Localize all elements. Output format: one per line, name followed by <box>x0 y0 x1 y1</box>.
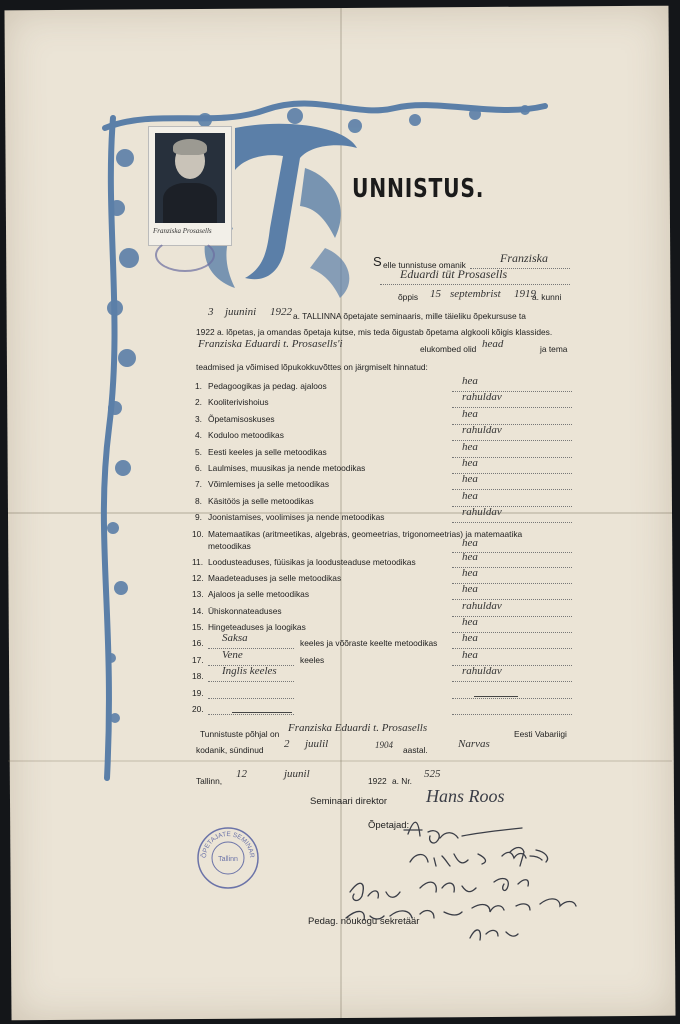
photo-caption: Franziska Prosasells <box>153 227 212 235</box>
seminary-stamp <box>196 826 260 890</box>
born-month: juulil <box>305 738 329 750</box>
subject-row: 2. Kooliterivishoius rahuldav <box>192 394 577 410</box>
subject-row: 14. Ühiskonnateaduses rahuldav <box>192 603 577 619</box>
subject-row: 9. Joonistamises, voolimises ja nende metoodikas rahuldav <box>192 509 577 525</box>
subject-row: 15. Hingeteaduses ja loogikas hea <box>192 619 577 635</box>
intro-text: elle tunnistuse omanik <box>383 260 466 270</box>
subject-grade: hea <box>462 616 478 629</box>
subject-row: 10. Matemaatikas (aritmeetikas, algebras, geomeetrias, trigonomeetrias) ja matemaatika metoodikas hea <box>192 526 577 554</box>
subject-row: 7. Võimlemises ja selle metoodikas hea <box>192 476 577 492</box>
stamp-ring-text: ÕPETAJATE SEMINAR <box>200 830 256 859</box>
subject-grade: hea <box>462 473 478 486</box>
certificate-title: UNNISTUS. <box>352 174 485 204</box>
portrait-photo <box>155 133 225 223</box>
seminary-text: a. TALLINNA õpetajate seminaaris, mille täieliku õpekursuse ta <box>293 311 526 321</box>
subject-grade: hea <box>462 407 478 420</box>
holder-first-name: Franziska <box>500 251 548 265</box>
subject-row: 19. <box>192 685 577 701</box>
director-signature: Hans Roos <box>426 786 505 806</box>
subject-row: 6. Laulmises, muusikas ja nende metoodikas hea <box>192 460 577 476</box>
photo-stamp-fragment <box>155 238 215 272</box>
study-line2: 1922 a. lõpetas, ja omandas õpetaja kutse, mis teda õigustab õpetama algkooli kõigis klassides. <box>196 327 553 337</box>
subject-grade: hea <box>462 566 478 579</box>
subject-grade: hea <box>462 648 478 661</box>
issue-no: 525 <box>424 768 441 780</box>
subject-grade: hea <box>462 489 478 502</box>
issue-year: 1922 <box>368 776 387 786</box>
born-place: Narvas <box>458 738 490 750</box>
study-from-tail: a. kunni <box>532 292 562 302</box>
stamp-center-text: Tallinn <box>218 856 238 863</box>
holder-patronymic-surname: Eduardi tüt Prosasells <box>400 267 508 281</box>
language-name: Vene <box>222 648 243 661</box>
study-to-month: juunini <box>225 306 257 318</box>
subject-row: 1. Pedagoogikas ja pedag. ajaloos hea <box>192 378 577 394</box>
director-label: Seminaari direktor <box>310 796 388 807</box>
intro-capital: S <box>373 254 382 269</box>
basis-name: Franziska Eduardi t. Prosasells <box>288 722 428 734</box>
assessment-intro: teadmised ja võimised lõpukokkuvõttes on järgmiselt hinnatud: <box>196 362 428 372</box>
subject-row: 17. Vene keeles hea <box>192 652 577 668</box>
study-from-day: 15 <box>430 288 441 300</box>
subject-row: 11. Loodusteaduses, füüsikas ja loodusteaduse metoodikas hea <box>192 554 577 570</box>
study-to-year: 1922 <box>270 306 292 318</box>
subject-grade: hea <box>462 583 478 596</box>
born-year: 1904 <box>375 740 393 750</box>
study-from-year: 1919 <box>514 288 536 300</box>
photo-frame <box>148 126 232 246</box>
subject-grade: hea <box>462 375 478 387</box>
teachers-label: Õpetajad: <box>368 820 410 831</box>
subjects-list <box>192 375 577 717</box>
subject-row: 12. Maadeteaduses ja selle metoodikas hea <box>192 570 577 586</box>
born-label: kodanik, sündinud <box>196 745 264 755</box>
subject-row: 5. Eesti keeles ja selle metoodikas hea <box>192 444 577 460</box>
subject-row: 3. Õpetamisoskuses hea <box>192 411 577 427</box>
issue-city: Tallinn, <box>196 776 223 786</box>
subject-row: 8. Käsitöös ja selle metoodikas hea <box>192 493 577 509</box>
subject-grade: hea <box>462 536 478 549</box>
subject-grade: hea <box>462 456 478 469</box>
citizen-label: Eesti Vabariigi <box>514 729 567 739</box>
subject-grade: hea <box>462 632 478 645</box>
conduct-value: head <box>482 338 504 350</box>
secretary-label: Pedag. nõukogu sekretäär <box>308 916 420 927</box>
subject-row: 16. Saksa keeles ja võõraste keelte metoodikas hea <box>192 635 577 651</box>
subject-row: 20. <box>192 701 577 717</box>
study-from-label: õppis <box>398 292 419 302</box>
issue-day: 12 <box>236 768 247 780</box>
subject-grade: rahuldav <box>462 665 502 678</box>
subject-row: 13. Ajaloos ja selle metoodikas hea <box>192 586 577 602</box>
study-to-day: 3 <box>208 306 214 318</box>
born-year-label: aastal. <box>403 745 428 755</box>
issue-no-label: a. Nr. <box>392 776 413 786</box>
subject-grade: hea <box>462 550 478 563</box>
born-day: 2 <box>284 738 290 750</box>
study-from-month: septembrist <box>450 288 501 300</box>
subject-grade: rahuldav <box>462 506 502 519</box>
issue-month: juunil <box>284 768 310 780</box>
conduct-tail: ja tema <box>540 344 568 354</box>
basis-label: Tunnistuste põhjal on <box>200 729 280 739</box>
language-name: Inglis keeles <box>222 665 277 678</box>
subject-grade: rahuldav <box>462 424 502 437</box>
subject-grade: rahuldav <box>462 391 502 404</box>
language-name: Saksa <box>222 632 248 645</box>
holder-name-genitive: Franziska Eduardi t. Prosasells'i <box>198 338 343 350</box>
subject-grade: rahuldav <box>462 599 502 612</box>
conduct-label: elukombed olid <box>420 344 477 354</box>
subject-grade: hea <box>462 440 478 453</box>
subject-row: 4. Koduloo metoodikas rahuldav <box>192 427 577 443</box>
subject-row: 18. Inglis keeles rahuldav <box>192 668 577 684</box>
